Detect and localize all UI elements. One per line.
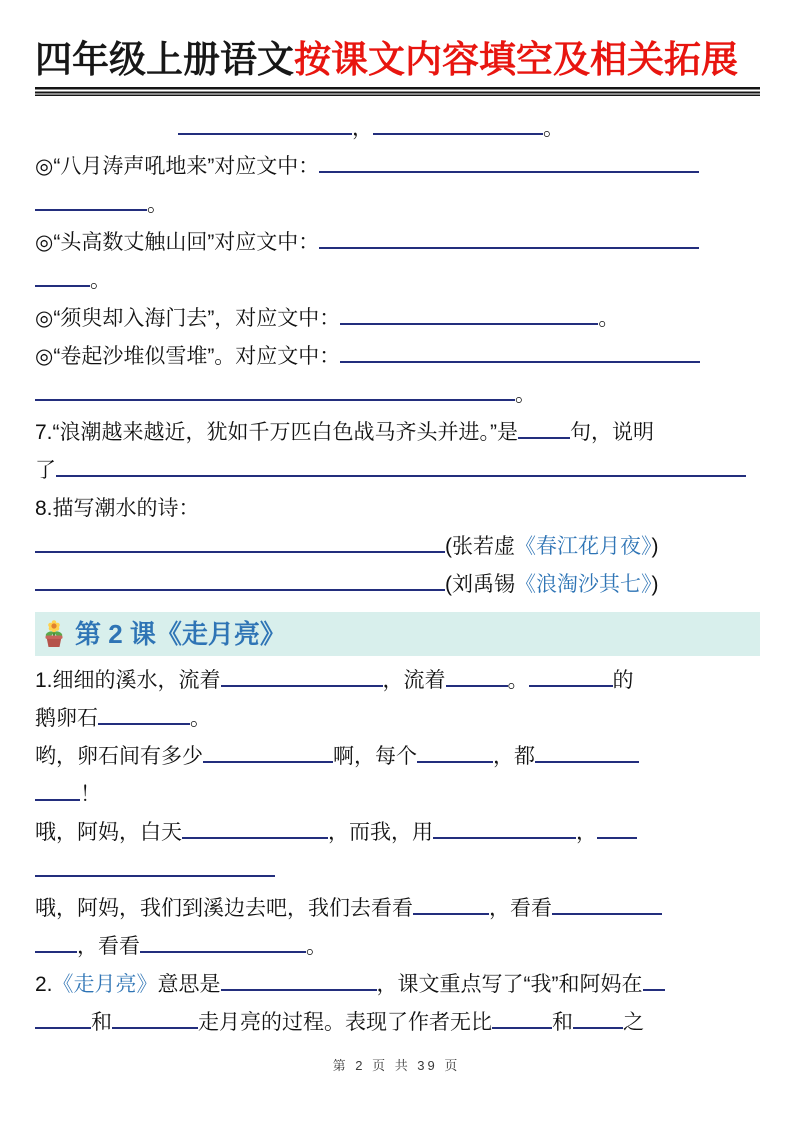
text-run: 啊，每个	[333, 745, 417, 769]
text-run: 和	[91, 1011, 112, 1035]
text-run: (张若虚	[445, 535, 515, 559]
text-run: ，课文重点写了“我”和阿妈在	[376, 973, 643, 997]
fill-in-blank	[178, 112, 352, 135]
text-run: ，而我，用	[328, 821, 433, 845]
fill-in-blank	[446, 664, 508, 687]
fill-in-blank	[573, 1006, 623, 1029]
text-run: 7.“浪潮越来越近，犹如千万匹白色战马齐头并进。”是	[35, 421, 518, 445]
text-run: ◎“头高数丈触山回”对应文中：	[35, 231, 320, 255]
fill-in-blank	[35, 568, 445, 591]
fill-in-blank	[182, 816, 328, 839]
fill-in-blank	[140, 930, 306, 953]
fill-in-blank	[35, 778, 80, 801]
text-run: 哦，阿妈，白天	[35, 821, 182, 845]
worksheet-body	[35, 110, 760, 1042]
text-run: )	[651, 535, 659, 559]
text-run: 哦，阿妈，我们到溪边去吧，我们去看看	[35, 897, 413, 921]
text-run: 和	[552, 1011, 573, 1035]
fill-in-blank	[433, 816, 576, 839]
text-run: 8.描写潮水的诗：	[35, 497, 200, 521]
fill-in-blank	[221, 664, 383, 687]
section-header	[35, 612, 760, 656]
text-run: 。	[306, 935, 327, 959]
text-run: 2.	[35, 973, 53, 997]
text-run: ◎“八月涛声吼地来”对应文中：	[35, 155, 320, 179]
text-run: 鹅卵石	[35, 707, 98, 731]
fill-in-blank	[112, 1006, 198, 1029]
fill-in-blank	[643, 968, 665, 991]
text-run: 之	[623, 1011, 644, 1035]
worksheet-line	[35, 814, 760, 852]
fill-in-blank	[35, 854, 275, 877]
text-run: 哟，卵石间有多少	[35, 745, 203, 769]
text-run: 。	[543, 117, 564, 141]
fill-in-blank	[535, 740, 639, 763]
text-run: 《春江花月夜》	[515, 535, 652, 559]
worksheet-line	[35, 928, 760, 966]
text-run: 。	[515, 383, 536, 407]
worksheet-part2	[35, 662, 760, 1042]
worksheet-line	[35, 110, 760, 148]
fill-in-blank	[221, 968, 377, 991]
text-run: ◎“卷起沙堆似雪堆”。对应文中：	[35, 345, 341, 369]
fill-in-blank	[529, 664, 613, 687]
text-run: ，	[576, 821, 597, 845]
worksheet-line	[35, 262, 760, 300]
fill-in-blank	[492, 1006, 552, 1029]
worksheet-line	[35, 738, 760, 776]
fill-in-blank	[552, 892, 662, 915]
fill-in-blank	[35, 530, 445, 553]
text-run: ，都	[493, 745, 535, 769]
fill-in-blank	[340, 302, 598, 325]
fill-in-blank	[417, 740, 493, 763]
fill-in-blank	[203, 740, 333, 763]
worksheet-line	[35, 300, 760, 338]
text-run: ，看看	[489, 897, 552, 921]
page-title	[35, 36, 760, 84]
worksheet-line	[35, 148, 760, 186]
text-run: 的	[612, 669, 634, 693]
fill-in-blank	[597, 816, 637, 839]
text-run: 1.细细的溪水，流着	[35, 669, 221, 693]
text-run: (刘禹锡	[445, 573, 515, 597]
worksheet-line	[35, 528, 760, 566]
potted-flower-icon	[41, 619, 67, 649]
fill-in-blank	[340, 340, 700, 363]
text-run: 。	[147, 193, 168, 217]
text-run: 《浪淘沙其七》	[515, 573, 652, 597]
worksheet-line	[35, 186, 760, 224]
fill-in-blank	[518, 416, 570, 439]
text-run: )	[651, 573, 659, 597]
text-run: ！	[80, 783, 101, 807]
page-title-black: 四年级上册语文	[35, 39, 294, 80]
fill-in-blank	[319, 150, 699, 173]
fill-in-blank	[98, 702, 190, 725]
fill-in-blank	[319, 226, 699, 249]
text-run: 了	[35, 459, 56, 483]
fill-in-blank	[35, 1006, 91, 1029]
worksheet-line	[35, 452, 760, 490]
title-divider	[35, 87, 760, 96]
worksheet-line	[35, 490, 760, 528]
text-run: ，	[352, 117, 373, 141]
worksheet-line	[35, 414, 760, 452]
worksheet-part1	[35, 110, 760, 604]
text-run: ，流着	[382, 669, 446, 693]
worksheet-line	[35, 566, 760, 604]
page-number: 第 2 页 共 39 页	[332, 1058, 461, 1073]
fill-in-blank	[35, 188, 147, 211]
fill-in-blank	[35, 378, 515, 401]
worksheet-line	[35, 224, 760, 262]
text-run: 。	[190, 707, 211, 731]
text-run: 。	[598, 307, 620, 331]
fill-in-blank	[56, 454, 746, 477]
text-run: ◎“须臾却入海门去”，对应文中：	[35, 307, 341, 331]
worksheet-line	[35, 338, 760, 376]
text-run: ，看看	[77, 935, 140, 959]
page-title-red: 按课文内容填空及相关拓展	[294, 39, 738, 80]
fill-in-blank	[373, 112, 543, 135]
worksheet-line	[35, 700, 760, 738]
worksheet-line	[35, 966, 760, 1004]
worksheet-line	[35, 1004, 760, 1042]
text-run: 《走月亮》	[52, 973, 158, 997]
text-run: 。	[90, 269, 111, 293]
text-run: 。	[507, 669, 529, 693]
worksheet-line	[35, 662, 760, 700]
fill-in-blank	[35, 930, 77, 953]
text-run: 句，说明	[570, 421, 654, 445]
worksheet-line	[35, 852, 760, 890]
fill-in-blank	[413, 892, 489, 915]
text-run: 走月亮的过程。表现了作者无比	[198, 1011, 492, 1035]
worksheet-line	[35, 776, 760, 814]
text-run: 意思是	[157, 973, 221, 997]
section-header-label: 第 2 课《走月亮》	[75, 619, 286, 650]
worksheet-line	[35, 890, 760, 928]
worksheet-line	[35, 376, 760, 414]
fill-in-blank	[35, 264, 90, 287]
